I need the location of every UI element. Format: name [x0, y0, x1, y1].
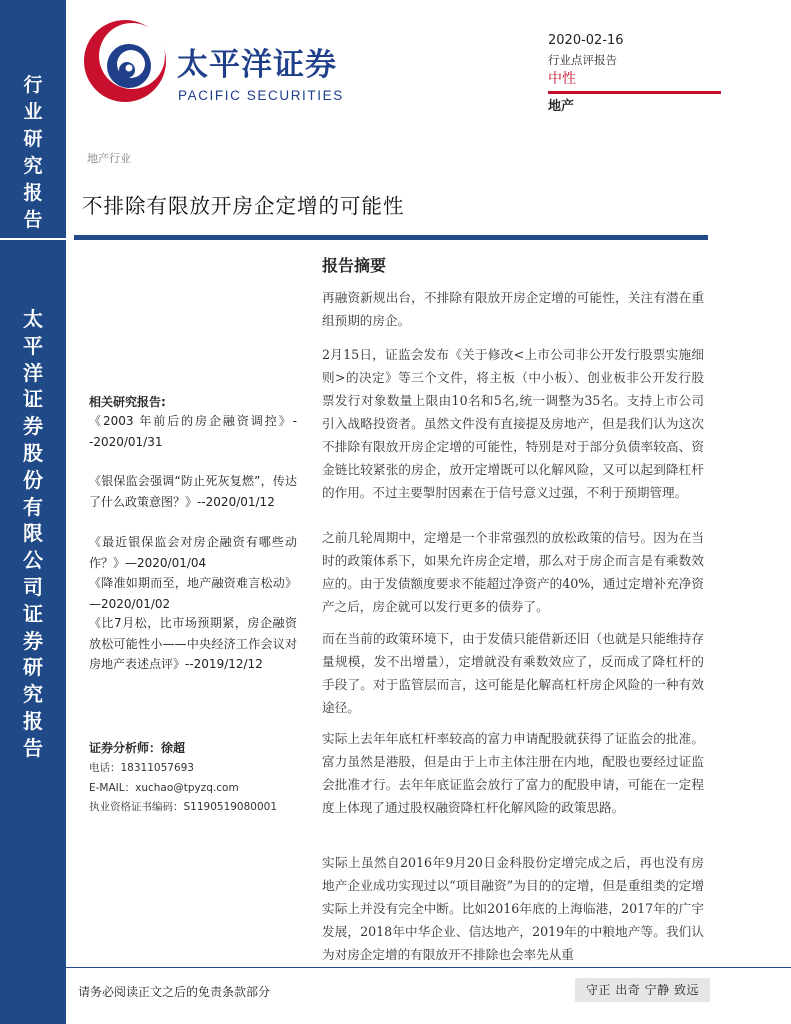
related-report-item[interactable]: [89, 573, 297, 614]
title-divider: [74, 235, 708, 240]
sidebar-char: 业: [23, 101, 43, 123]
sidebar-char: 报: [23, 182, 43, 204]
abstract-paragraph: 之前几轮周期中，定增是一个非常强烈的放松政策的信号。因为在当时的政策体系下，如果允许房企定增，那么对于房企而言是有乘数效应的。由于发债额度要求不能超过净资产的40%，通过定增补充净资产之后，房企就可以发行更多的债券了。: [322, 530, 704, 614]
sidebar-char: 告: [23, 735, 43, 760]
sidebar-char: 司: [23, 574, 43, 599]
abstract-paragraph: 再融资新规出台，不排除有限放开房企定增的可能性，关注有潜在重组预期的房企。: [322, 290, 704, 328]
sidebar-char: 究: [23, 682, 43, 707]
sidebar-char: 证: [23, 387, 43, 412]
footer-disclaimer: 请务必阅读正文之后的免责条款部分: [78, 985, 271, 999]
sidebar-label-industry-report: [0, 72, 66, 234]
analyst-phone: 电话：18311057693: [89, 762, 194, 774]
footer-divider: [66, 967, 791, 968]
sidebar-char: 券: [23, 628, 43, 653]
report-type: 行业点评报告: [548, 53, 617, 67]
header-red-rule: [548, 91, 721, 94]
sidebar-top-band: [0, 0, 66, 240]
sidebar-char: 券: [23, 414, 43, 439]
abstract-heading: 报告摘要: [322, 256, 387, 275]
sidebar-char: 股: [23, 440, 43, 465]
sidebar-char: 太: [23, 307, 43, 331]
logo-wordmark-en: PACIFIC SECURITIES: [178, 88, 344, 103]
analyst-name: 证券分析师：徐超: [89, 741, 186, 755]
analyst-license: 执业资格证书编码：S1190519080001: [89, 801, 278, 813]
analyst-email[interactable]: E-MAIL：xuchao@tpyzq.com: [89, 782, 239, 794]
sidebar-char: 报: [23, 708, 43, 733]
footer-slogan: 守正 出奇 宁静 致远: [575, 978, 710, 1002]
sidebar-char: 研: [23, 128, 43, 150]
pacific-securities-logo-icon: [82, 18, 168, 104]
sidebar-char: 公: [23, 548, 43, 573]
sidebar-char: 洋: [23, 360, 43, 385]
sidebar-bottom-band: [0, 240, 66, 1024]
sidebar-char: 份: [23, 467, 43, 492]
sidebar-char: 研: [23, 655, 43, 680]
page-title: 不排除有限放开房企定增的可能性: [82, 194, 405, 218]
sidebar-label-company: [0, 306, 66, 762]
sidebar-char: 限: [23, 521, 43, 546]
sidebar-char: 究: [23, 155, 43, 177]
rating-badge: 中性: [548, 71, 576, 87]
related-report-item[interactable]: [89, 471, 297, 512]
abstract-paragraph: 2月15日，证监会发布《关于修改<上市公司非公开发行股票实施细则>的决定》等三个文件，将主板（中小板）、创业板非公开发行股票发行对象数量上限由10名和5名,统一调整为35名。支持上市公司引入战略投资者。虽然文件没有直接提及房地产，但是我们认为这次不排除有限放开房企定增的可能性，特别是对于部分负债率较高、资金链比较紧张的房企，放开定增既可以化解风险，又可以起到降杠杆的作用。不过主要掣肘因素在于信号意义过强，不利于预期管理。: [322, 347, 704, 500]
related-report-item[interactable]: [89, 613, 297, 675]
related-report-text: 《银保监会强调“防止死灰复燃”，传达了什么政策意图？》--2020/01/12: [89, 474, 297, 509]
related-report-item[interactable]: [89, 411, 297, 452]
related-research-heading: 相关研究报告:: [89, 395, 166, 409]
sidebar-char: 有: [23, 494, 43, 519]
sidebar-char: 告: [23, 209, 43, 231]
abstract-paragraph: 而在当前的政策环境下，由于发债只能借新还旧（也就是只能维持存量规模，发不出增量），定增就没有乘数效应了，反而成了降杠杆的手段了。对于监管层而言，这可能是化解高杠杆房企风险的一种有效途径。: [322, 631, 704, 715]
related-report-text: 《最近银保监会对房企融资有哪些动作？》—2020/01/04: [89, 535, 297, 570]
abstract-paragraph: 实际上去年年底杠杆率较高的富力申请配股就获得了证监会的批准。富力虽然是港股，但是由于上市主体注册在内地，配股也要经过证监会批准才行。去年年底证监会放行了富力的配股申请，可能在一定程度上体现了通过股权融资降杠杆化解风险的政策思路。: [322, 731, 704, 815]
sidebar-char: 证: [23, 601, 43, 626]
sector-label: 地产: [548, 99, 575, 114]
related-report-item[interactable]: [89, 532, 297, 573]
sidebar-char: 行: [23, 74, 43, 96]
sidebar-char: 平: [23, 333, 43, 358]
industry-tag: 地产行业: [87, 152, 131, 165]
abstract-paragraph: 实际上虽然自2016年9月20日金科股份定增完成之后，再也没有房地产企业成功实现过以“项目融资”为目的的定增，但是重组类的定增实际上并没有完全中断。比如2016年底的上海临港，2017年的广宇发展，2018年中华企业、信达地产，2019年的中粮地产等。我们认为对房企定增的有限放开不排除也会率先从重: [322, 855, 704, 962]
report-date: 2020-02-16: [548, 33, 624, 48]
related-report-text: 《降准如期而至，地产融资难言松动》—2020/01/02: [89, 576, 297, 611]
related-report-text: 《比7月松，比市场预期紧，房企融资放松可能性小——中央经济工作会议对房地产表述点评》--2019/12/12: [89, 616, 297, 671]
related-report-text: 《2003 年前后的房企融资调控》--2020/01/31: [89, 414, 297, 449]
logo-wordmark-cn: 太平洋证券: [177, 47, 337, 83]
